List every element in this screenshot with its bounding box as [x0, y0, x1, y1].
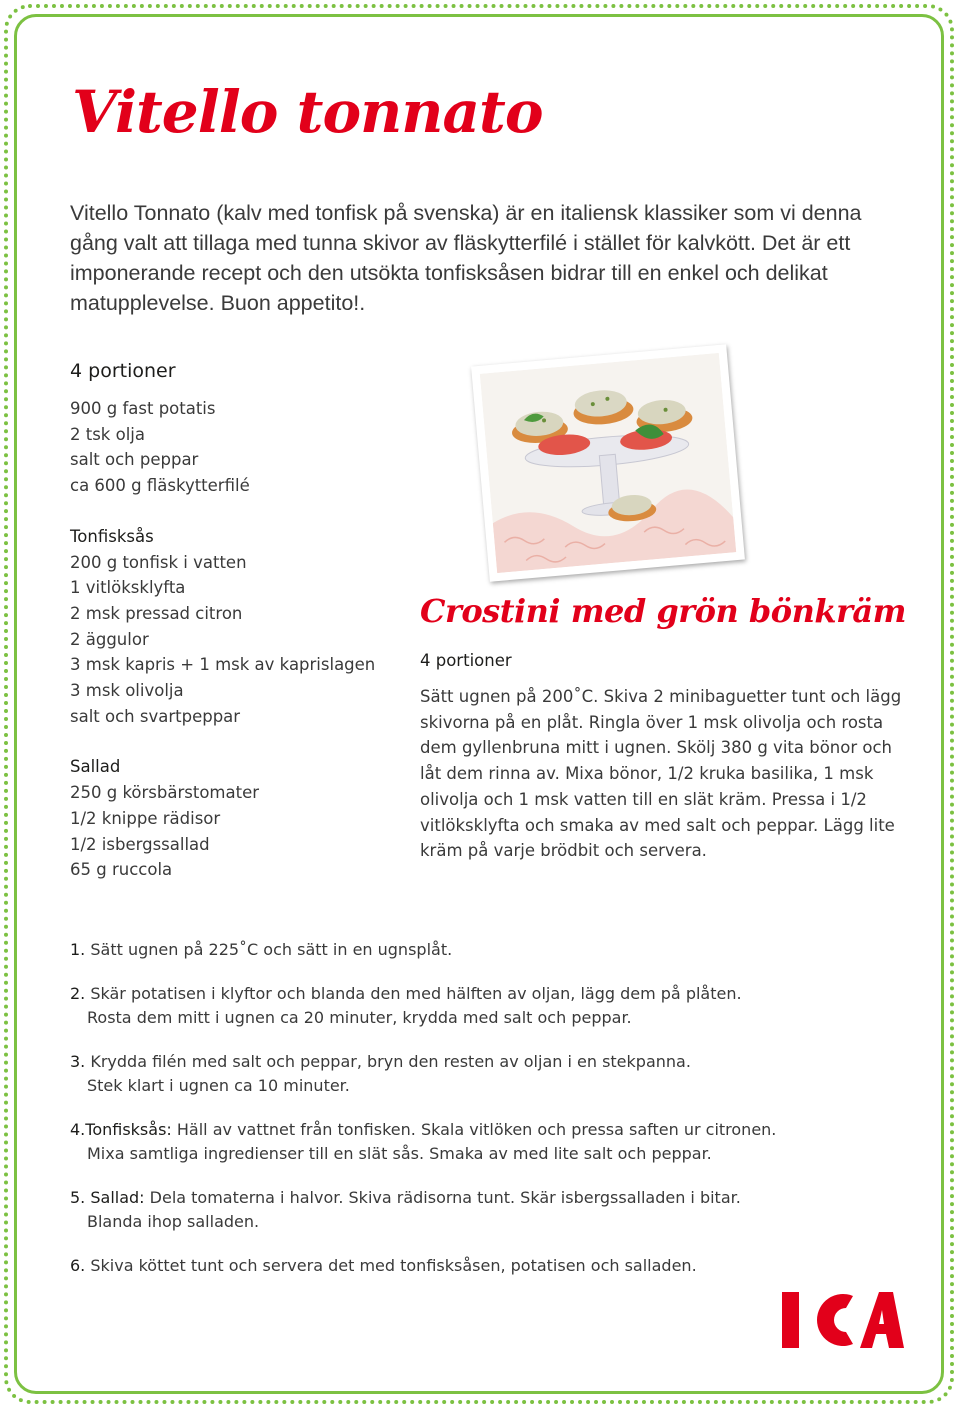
crostini-portions: 4 portioner: [420, 651, 512, 670]
recipe-title: Vitello tonnato: [72, 78, 543, 146]
main-ingredients: [70, 396, 400, 499]
step-item: [70, 938, 890, 962]
step-text: Dela tomaterna i halvor. Skiva rädisorna tunt. Skär isbergssalladen i bitar.: [149, 1188, 741, 1207]
step-item: [70, 1050, 890, 1098]
step-text-continued: Rosta dem mitt i ugnen ca 20 minuter, krydda med salt och peppar.: [87, 1008, 632, 1027]
step-item: [70, 982, 890, 1030]
ingredient-item: 2 äggulor: [70, 629, 149, 649]
step-label: Sallad:: [90, 1188, 145, 1207]
recipe-steps: [70, 938, 890, 1298]
salad-ingredients: [70, 780, 400, 883]
salad-heading: Sallad: [70, 757, 121, 777]
ingredient-item: 200 g tonfisk i vatten: [70, 552, 247, 572]
ingredient-item: 900 g fast potatis: [70, 399, 216, 418]
step-number: 4.: [70, 1120, 86, 1139]
step-text: Skär potatisen i klyftor och blanda den med hälften av oljan, lägg dem på plåten.: [90, 984, 742, 1003]
step-text-continued: Blanda ihop salladen.: [87, 1212, 260, 1231]
food-illustration: [480, 353, 737, 573]
step-number: 6.: [70, 1256, 86, 1275]
ingredient-item: ca 600 g fläskytterfilé: [70, 476, 250, 496]
step-number: 5.: [70, 1188, 86, 1207]
step-number: 3.: [70, 1052, 86, 1071]
step-text: Häll av vattnet från tonfisken. Skala vitlöken och pressa saften ur citronen.: [176, 1120, 777, 1139]
ingredient-item: 3 msk kapris + 1 msk av kaprislagen: [70, 655, 376, 675]
ingredient-item: 2 msk pressad citron: [70, 603, 243, 623]
ingredient-item: 1 vitlöksklyfta: [70, 578, 186, 598]
ingredient-item: 250 g körsbärstomater: [70, 783, 260, 803]
step-text: Skiva köttet tunt och servera det med tonfisksåsen, potatisen och salladen.: [90, 1256, 697, 1275]
ingredients-column: [70, 358, 400, 883]
step-item: [70, 1186, 890, 1234]
recipe-intro: Vitello Tonnato (kalv med tonfisk på svenska) är en italiensk klassiker som vi denna gång valt att tillaga med tunna skivor av fläskytterfilé i stället för kalvkött. Det är ett imponerande recept och den utsökta tonfisksåsen bidrar till en enkel och delikat matupplevelse. Buon appetito!.: [70, 201, 862, 315]
ingredient-item: 2 tsk olja: [70, 424, 145, 444]
step-number: 2.: [70, 984, 86, 1003]
crostini-instructions: Sätt ugnen på 200˚C. Skiva 2 minibaguetter tunt och lägg skivorna på en plåt. Ringla över 1 msk olivolja och rosta dem gyllenbruna mitt i ugnen. Skölj 380 g vita bönor och låt dem rinna av. Mixa bönor, 1/2 kruka basilika, 1 msk olivolja och 1 msk vatten till en slät kräm. Pressa i 1/2 vitlöksklyfta och smaka av med salt och peppar. Lägg lite kräm på varje brödbit och servera.: [420, 687, 902, 861]
step-item: [70, 1254, 890, 1278]
crostini-section: [420, 592, 910, 864]
ingredient-item: 65 g ruccola: [70, 860, 173, 880]
crostini-photo: [471, 344, 745, 581]
step-text: Krydda filén med salt och peppar, bryn den resten av oljan i en stekpanna.: [90, 1052, 691, 1071]
step-label: Tonfisksås:: [85, 1120, 172, 1139]
crostini-title: Crostini med grön bönkräm: [420, 592, 907, 630]
sauce-heading: Tonfisksås: [70, 526, 154, 546]
ica-logo: [780, 1286, 906, 1354]
step-number: 1.: [70, 940, 86, 959]
step-text-continued: Stek klart i ugnen ca 10 minuter.: [87, 1076, 350, 1095]
step-text-continued: Mixa samtliga ingredienser till en slät sås. Smaka av med lite salt och peppar.: [87, 1144, 712, 1163]
ingredient-item: 1/2 isbergssallad: [70, 834, 210, 854]
ingredient-item: salt och peppar: [70, 450, 199, 470]
portions-label: 4 portioner: [70, 360, 176, 382]
ingredient-item: 3 msk olivolja: [70, 681, 184, 701]
step-text: Sätt ugnen på 225˚C och sätt in en ugnsplåt.: [90, 940, 453, 959]
ingredient-item: salt och svartpeppar: [70, 706, 241, 726]
step-item: [70, 1118, 890, 1166]
ingredient-item: 1/2 knippe rädisor: [70, 808, 221, 828]
sauce-ingredients: [70, 550, 400, 730]
